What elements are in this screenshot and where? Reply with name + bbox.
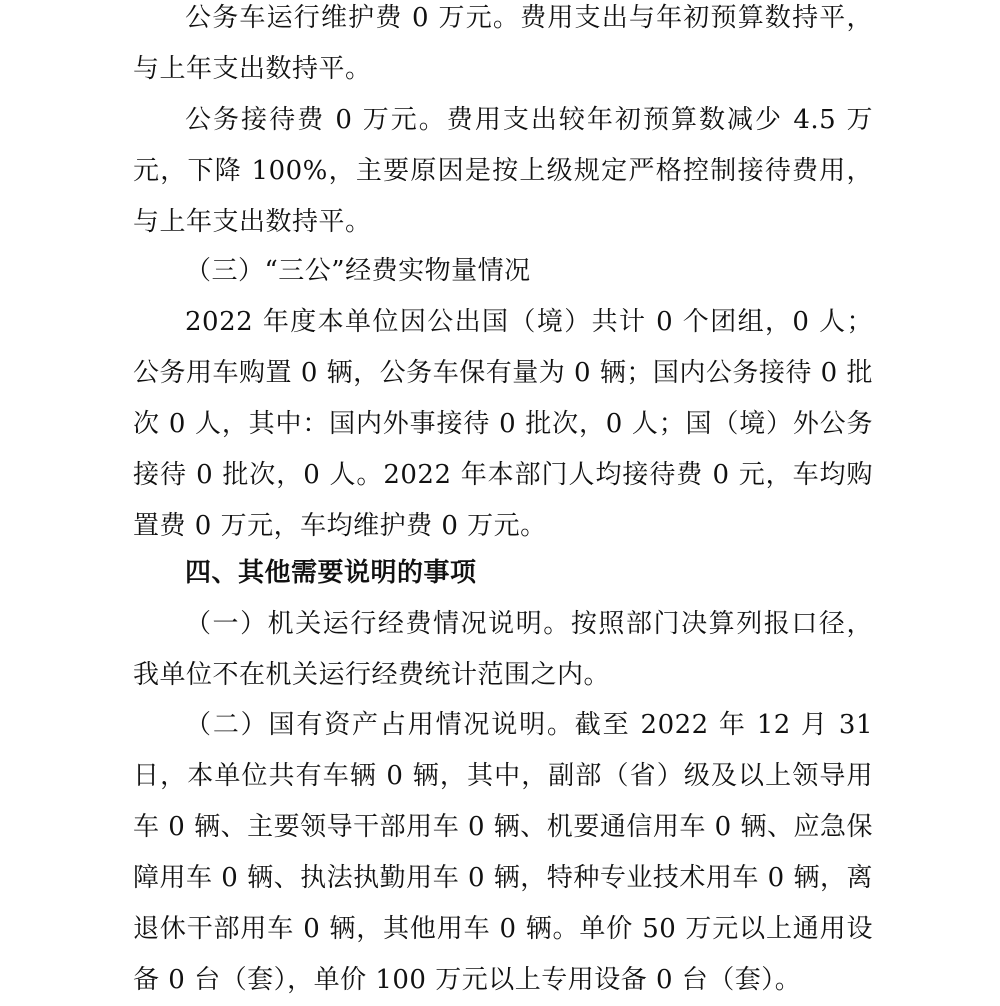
paragraph-state-assets: （二）国有资产占用情况说明。截至 2022 年 12 月 31 日，本单位共有车辆 0 辆，其中，副部（省）级及以上领导用车 0 辆、主要领导干部用车 0 辆、机要通信用车 0 辆、应急保障用车 0 辆、执法执勤用车 0 辆，特种专业技术用车 0 辆，离退休干部用车 0 辆，其他用车 0 辆。单价 50 万元以上通用设备 0 台（套），单价 100 万元以上专用设备 0 台（套）。 — [133, 710, 873, 995]
heading-other-matters: 四、其他需要说明的事项 — [185, 558, 477, 588]
heading-three-public-physical-volume: （三）“三公”经费实物量情况 — [185, 256, 531, 286]
paragraph-office-operating-expenses: （一）机关运行经费情况说明。按照部门决算列报口径，我单位不在机关运行经费统计范围之内。 — [133, 609, 873, 690]
paragraph-reception-fee: 公务接待费 0 万元。费用支出较年初预算数减少 4.5 万元，下降 100%，主要原因是按上级规定严格控制接待费用，与上年支出数持平。 — [133, 105, 873, 237]
paragraph-vehicle-maintenance: 公务车运行维护费 0 万元。费用支出与年初预算数持平，与上年支出数持平。 — [133, 3, 873, 84]
paragraph-physical-volume-details: 2022 年度本单位因公出国（境）共计 0 个团组，0 人；公务用车购置 0 辆，公务车保有量为 0 辆；国内公务接待 0 批次 0 人，其中：国内外事接待 0 批次，0 人；国（境）外公务接待 0 批次，0 人。2022 年本部门人均接待费 0 元，车均购置费 0 万元，车均维护费 0 万元。 — [133, 307, 873, 541]
